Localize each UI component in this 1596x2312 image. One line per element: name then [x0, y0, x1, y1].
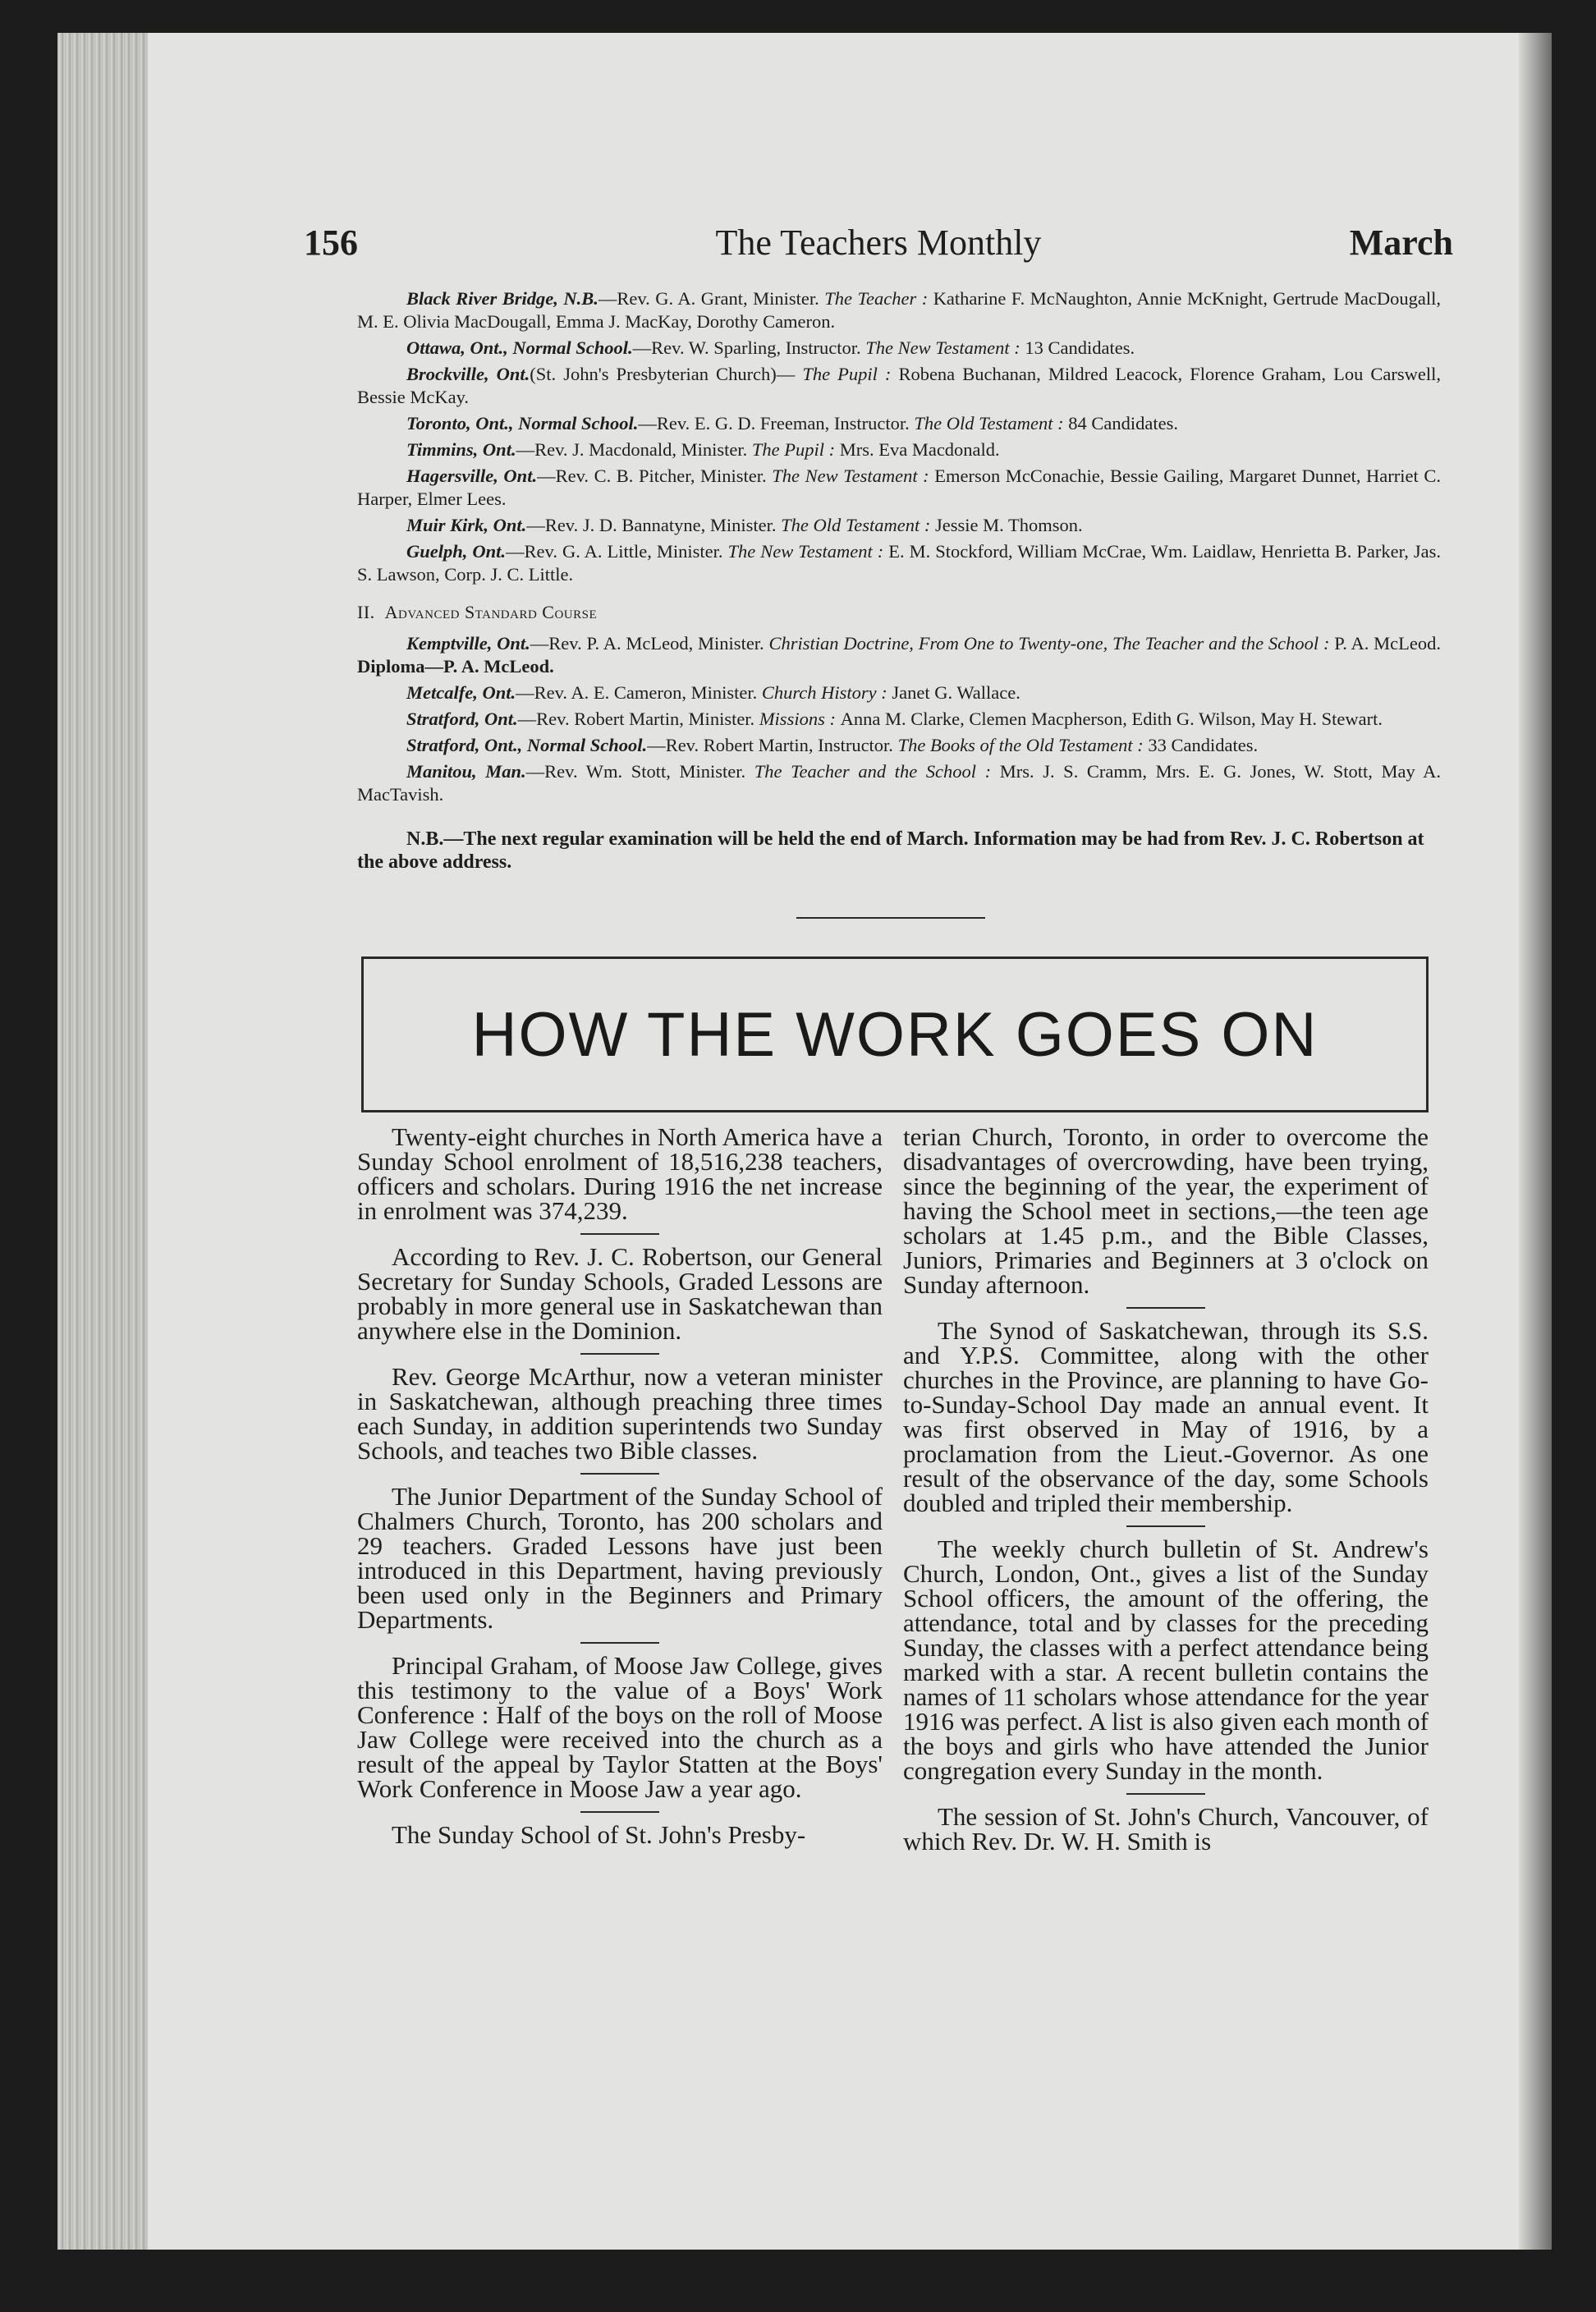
entry-place: Stratford, Ont., Normal School.: [406, 735, 648, 755]
news-paragraph: The Junior Department of the Sunday School of Chalmers Church, Toronto, has 200 scholars and 29 teachers. Graded Lessons have just been introduced in this Department, having previously been used only in the Beginners and Primary Departments.: [357, 1482, 883, 1634]
advanced-entries: [357, 632, 1441, 806]
list-item: [357, 540, 1441, 586]
entry-course: The Old Testament :: [914, 413, 1069, 434]
entry-leader: —Rev. J. D. Bannatyne, Minister.: [526, 515, 782, 535]
list-item: [357, 514, 1441, 537]
entry-names: Mrs. J. S. Cramm, Mrs. E. G. Jones, W. Stott, May A. MacTavish.: [357, 761, 1442, 805]
entry-names: Jessie M. Thomson.: [935, 515, 1083, 535]
list-item: [357, 632, 1441, 678]
paragraph-separator: [580, 1811, 659, 1813]
issue-month: March: [1349, 222, 1453, 263]
running-header: [304, 222, 1453, 271]
paragraph-separator: [580, 1473, 659, 1475]
list-item: [357, 760, 1441, 806]
entry-place: Metcalfe, Ont.: [406, 682, 516, 703]
journal-title: The Teachers Monthly: [715, 222, 1042, 263]
entry-leader: —Rev. P. A. McLeod, Minister.: [530, 633, 769, 654]
paragraph-separator: [1126, 1525, 1205, 1527]
entry-place: Manitou, Man.: [406, 761, 526, 782]
list-item: [357, 363, 1441, 409]
section-numeral: II.: [357, 602, 375, 622]
entry-place: Kemptville, Ont.: [406, 633, 530, 654]
entry-leader: —Rev. E. G. D. Freeman, Instructor.: [638, 413, 915, 434]
page-edge-stack: [57, 33, 148, 2250]
entry-leader: —Rev. G. A. Little, Minister.: [506, 541, 728, 562]
entry-leader: —Rev. G. A. Grant, Minister.: [598, 288, 825, 309]
entry-leader: —Rev. A. E. Cameron, Minister.: [516, 682, 762, 703]
entry-course: The Old Testament :: [781, 515, 935, 535]
section-heading-advanced: [357, 601, 1441, 624]
section-title: Advanced Standard Course: [384, 602, 598, 622]
left-column: [357, 1122, 883, 1857]
entry-names: Janet G. Wallace.: [892, 682, 1020, 703]
list-item: [357, 438, 1441, 461]
entry-names: P. A. McLeod.: [1334, 633, 1442, 654]
news-paragraph: The Synod of Saskatchewan, through its S.S. and Y.P.S. Committee, along with the other churches in the Province, are planning to have Go-to-Sunday-School Day made an annual event. It was first observed in May of 1916, by a proclamation from the Lieut.-Governor. As one result of the observance of the day, some Schools doubled and tripled their membership.: [903, 1316, 1429, 1517]
entry-place: Black River Bridge, N.B.: [406, 288, 598, 309]
entry-course: The New Testament :: [772, 466, 935, 486]
entry-place: Hagersville, Ont.: [406, 466, 538, 486]
right-column: [903, 1122, 1429, 1864]
entry-course: The Teacher and the School :: [754, 761, 1000, 782]
candidate-list: [357, 287, 1441, 874]
entry-course: Christian Doctrine, From One to Twenty-one, The Teacher and the School :: [768, 633, 1335, 654]
news-paragraph: The Sunday School of St. John's Presby-: [392, 1820, 806, 1849]
entry-course: The Books of the Old Testament :: [897, 735, 1149, 755]
entry-names: Katharine F. McNaughton, Annie McKnight, Gertrude MacDougall, M. E. Olivia MacDougall, Emma J. MacKay, Dorothy Cameron.: [357, 288, 1441, 332]
entry-leader: —Rev. Robert Martin, Minister.: [517, 709, 759, 729]
paragraph-separator: [580, 1642, 659, 1644]
list-item: [357, 708, 1441, 731]
list-item: [357, 337, 1441, 360]
entry-place: Stratford, Ont.: [406, 709, 518, 729]
list-item: [357, 287, 1441, 333]
section-title-text: HOW THE WORK GOES ON: [471, 999, 1319, 1070]
paragraph-separator: [1126, 1307, 1205, 1309]
entry-names: Mrs. Eva Macdonald.: [839, 439, 1000, 460]
entry-names: E. M. Stockford, William McCrae, Wm. Laidlaw, Henrietta B. Parker, Jas. S. Lawson, Corp. J. C. Little.: [357, 541, 1441, 585]
entry-place: Brockville, Ont.: [406, 364, 530, 384]
entry-diploma: Diploma—P. A. McLeod.: [357, 656, 554, 677]
spine-shadow: [1519, 33, 1552, 2250]
entry-names: 13 Candidates.: [1025, 337, 1135, 358]
entry-place: Guelph, Ont.: [406, 541, 507, 562]
list-item: [357, 681, 1441, 704]
entry-leader: —Rev. Robert Martin, Instructor.: [647, 735, 898, 755]
entry-course: The Pupil :: [751, 439, 840, 460]
news-paragraph: The session of St. John's Church, Vancouver, of which Rev. Dr. W. H. Smith is: [903, 1802, 1429, 1856]
news-paragraph: According to Rev. J. C. Robertson, our General Secretary for Sunday Schools, Graded Lessons are probably in more general use in Saskatchewan than anywhere else in the Dominion.: [357, 1242, 883, 1345]
section-title-box: [361, 956, 1429, 1112]
entry-names: Emerson McConachie, Bessie Gailing, Margaret Dunnet, Harriet C. Harper, Elmer Lees.: [357, 466, 1441, 509]
news-paragraph: Principal Graham, of Moose Jaw College, gives this testimony to the value of a Boys' Work Conference : Half of the boys on the roll of Moose Jaw College were received into the church as a result of the appeal by Taylor Statten at the Boys' Work Conference in Moose Jaw a year ago.: [357, 1651, 883, 1803]
entry-names: 33 Candidates.: [1148, 735, 1259, 755]
entry-leader: —Rev. C. B. Pitcher, Minister.: [537, 466, 773, 486]
paragraph-separator: [580, 1233, 659, 1235]
elementary-entries: [357, 287, 1441, 586]
news-paragraph: Twenty-eight churches in North America have a Sunday School enrolment of 18,516,238 teachers, officers and scholars. During 1916 the net increase in enrolment was 374,239.: [357, 1122, 883, 1225]
paragraph-separator: [1126, 1793, 1205, 1795]
news-paragraph: The weekly church bulletin of St. Andrew's Church, London, Ont., gives a list of the Sunday School officers, the amount of the offering, the attendance, total and by classes for the preceding Sunday, the classes with a perfect attendance being marked with a star. A recent bulletin contains the names of 11 scholars whose attendance for the year 1916 was perfect. A list is also given each month of the boys and girls who have attended the Junior congregation every Sunday in the month.: [903, 1534, 1429, 1785]
entry-names: Anna M. Clarke, Clemen Macpherson, Edith G. Wilson, May H. Stewart.: [840, 709, 1383, 729]
entry-course: The Teacher :: [824, 288, 933, 309]
entry-names: Robena Buchanan, Mildred Leacock, Florence Graham, Lou Carswell, Bessie McKay.: [357, 364, 1441, 407]
examination-note: N.B.—The next regular examination will be held the end of March. Information may be had from Rev. J. C. Robertson at the above address.: [357, 828, 1424, 873]
entry-leader: —Rev. Wm. Stott, Minister.: [525, 761, 754, 782]
entry-course: The Pupil :: [802, 364, 899, 384]
list-item: [357, 734, 1441, 757]
news-paragraph: Rev. George McArthur, now a veteran minister in Saskatchewan, although preaching three times each Sunday, in addition superintends two Sunday Schools, and teaches two Bible classes.: [357, 1362, 883, 1465]
entry-names: 84 Candidates.: [1068, 413, 1179, 434]
news-paragraph: terian Church, Toronto, in order to overcome the disadvantages of overcrowding, have been trying, since the beginning of the year, the experiment of having the School meet in sections,—the teen age scholars at 1.45 p.m., and the Bible Classes, Juniors, Primaries and Beginners at 3 o'clock on Sunday afternoon.: [903, 1122, 1429, 1299]
entry-leader: —Rev. J. Macdonald, Minister.: [516, 439, 752, 460]
entry-place: Timmins, Ont.: [406, 439, 516, 460]
entry-course: The New Testament :: [727, 541, 889, 562]
paragraph-separator: [580, 1353, 659, 1355]
entry-course: Missions :: [759, 709, 841, 729]
entry-place: Ottawa, Ont., Normal School.: [406, 337, 633, 358]
entry-course: The New Testament :: [865, 337, 1025, 358]
list-item: [357, 465, 1441, 511]
entry-course: Church History :: [761, 682, 892, 703]
entry-place: Toronto, Ont., Normal School.: [406, 413, 639, 434]
entry-leader: —Rev. W. Sparling, Instructor.: [632, 337, 866, 358]
entry-leader: (St. John's Presbyterian Church)—: [530, 364, 803, 384]
page-number: 156: [304, 222, 358, 263]
list-item: [357, 412, 1441, 435]
divider-rule: [796, 917, 985, 919]
entry-place: Muir Kirk, Ont.: [406, 515, 527, 535]
